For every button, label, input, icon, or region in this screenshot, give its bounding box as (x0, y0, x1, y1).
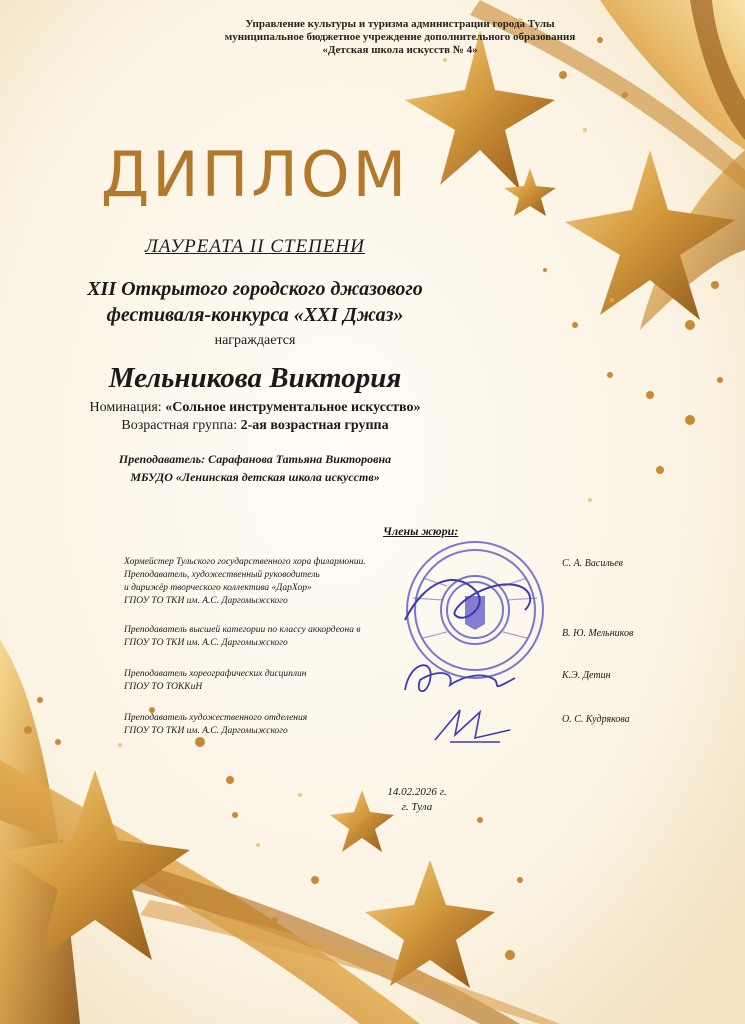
organization-line-3: «Детская школа искусств № 4» (322, 44, 478, 56)
jury-name-3: К.Э. Детин (562, 670, 611, 681)
jury-role-1-line: ГПОУ ТО ТКИ им. А.С. Даргомыжского (124, 596, 288, 606)
age-group-line (40, 418, 470, 434)
jury-title: Члены жюри: (383, 524, 459, 538)
organization-line-1: Управление культуры и туризма администрации города Тулы (245, 18, 555, 30)
jury-role-1-line: Преподаватель, художественный руководитель (124, 570, 320, 580)
jury-role-1-line: Хормейстер Тульского государственного хора филармонии. (124, 557, 366, 567)
signature-kudryakova (430, 700, 520, 750)
laureate-degree: ЛАУРЕАТА II СТЕПЕНИ (145, 236, 365, 257)
jury-role-2-line: ГПОУ ТО ТКИ им. А.С. Даргомыжского (124, 638, 288, 648)
jury-role-2-line: Преподаватель высшей категории по классу аккордеона в (124, 625, 361, 635)
jury-role-3-line: Преподаватель хореографических дисциплин (124, 669, 307, 679)
signature-vasiliev (395, 560, 545, 640)
signature-detin (395, 650, 535, 705)
jury-role-2 (124, 624, 361, 650)
festival-line-1: XII Открытого городского джазового (87, 278, 423, 300)
teacher-school: МБУДО «Ленинская детская школа искусств» (130, 470, 380, 484)
festival-line-2: фестиваля-конкурса «XXI Джаз» (106, 304, 404, 326)
jury-name-4: О. С. Кудрякова (562, 714, 630, 725)
awarded-text: награждается (214, 333, 296, 348)
jury-role-4 (124, 712, 307, 738)
jury-role-3-line: ГПОУ ТО ТОККиН (124, 682, 203, 692)
age-group-label: Возрастная группа: (121, 418, 238, 433)
nomination-label: Номинация: (89, 400, 162, 415)
jury-role-1-line: и дирижёр творческого коллектива «ДарХор» (124, 583, 312, 593)
jury-role-4-line: Преподаватель художественного отделения (124, 713, 308, 723)
issue-date: 14.02.2026 г. (387, 786, 447, 798)
teacher-line: Преподаватель: Сарафанова Татьяна Викторовна (118, 452, 392, 466)
jury-role-3 (124, 668, 307, 694)
jury-name-2: В. Ю. Мельников (562, 628, 634, 639)
age-group-value: 2-ая возрастная группа (240, 418, 389, 433)
recipient-name: Мельникова Виктория (108, 362, 402, 394)
jury-role-1 (124, 556, 366, 608)
jury-name-1: С. А. Васильев (562, 558, 624, 569)
issue-city: г. Тула (401, 801, 433, 813)
organization-line-2: муниципальное бюджетное учреждение дополнительного образования (224, 31, 576, 43)
jury-role-4-line: ГПОУ ТО ТКИ им. А.С. Даргомыжского (124, 726, 288, 736)
nomination-value: «Сольное инструментальное искусство» (165, 400, 421, 415)
nomination-line (40, 400, 470, 416)
diploma-title: ДИПЛОМ (100, 138, 410, 211)
